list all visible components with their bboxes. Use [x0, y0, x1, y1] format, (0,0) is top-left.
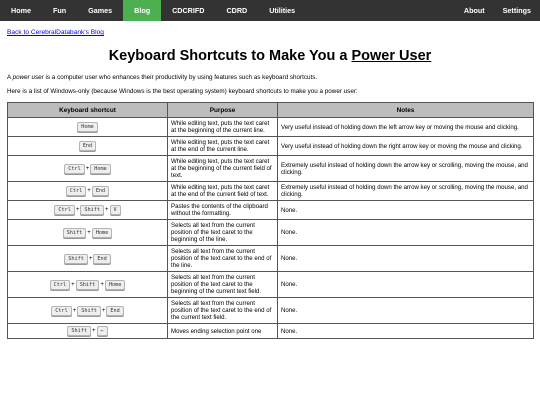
table-header-row: [8, 103, 534, 118]
nav-games[interactable]: Games: [88, 6, 113, 15]
shortcut-cell: [8, 220, 168, 246]
key-cap: Ctrl: [64, 164, 85, 174]
shortcut-cell: [8, 272, 168, 298]
intro-paragraph: [7, 74, 533, 82]
key-cap: Shift: [64, 254, 88, 264]
notes-cell: Very useful instead of holding down the left arrow key or moving the mouse and clicking.: [278, 118, 534, 137]
plus-sign: +: [100, 281, 104, 288]
purpose-cell: Moves ending selection point one: [168, 324, 278, 339]
purpose-cell: Selects all text from the current position of the text caret to the end of the current text field.: [168, 298, 278, 324]
nav-about[interactable]: About: [463, 6, 485, 15]
notes-cell: None.: [278, 272, 534, 298]
page-title: [7, 48, 533, 64]
intro-term: power user: [12, 74, 44, 81]
nav-fun[interactable]: Fun: [52, 6, 67, 15]
plus-sign: +: [71, 281, 75, 288]
key-cap: Home: [77, 122, 98, 132]
nav-left-group: [0, 0, 306, 21]
page-title-prefix: Keyboard Shortcuts to Make You a: [108, 48, 352, 64]
plus-sign: +: [91, 328, 96, 334]
table-row: [8, 324, 534, 339]
table-row: [8, 272, 534, 298]
purpose-cell: Selects all text from the current position of the text caret to the beginning of the line.: [168, 220, 278, 246]
nav-right-group: [455, 0, 540, 21]
nav-cdcrifd[interactable]: CDCRIFD: [172, 6, 205, 15]
notes-cell: Very useful instead of holding down the right arrow key or moving the mouse and clicking.: [278, 137, 534, 156]
key-cap: Shift: [67, 326, 91, 336]
key-cap: Ctrl: [66, 186, 87, 196]
shortcut-cell: [8, 298, 168, 324]
key-cap: V: [110, 205, 121, 215]
purpose-cell: Selects all text from the current position of the text caret to the beginning of the current text field.: [168, 272, 278, 298]
key-cap: End: [93, 254, 110, 264]
key-cap: Shift: [76, 280, 100, 290]
table-row: [8, 118, 534, 137]
plus-sign: +: [88, 255, 93, 262]
notes-cell: Extremely useful instead of holding down the arrow key or scrolling, moving the mouse, and clicking.: [278, 182, 534, 201]
plus-sign: +: [105, 207, 109, 213]
key-cap: Home: [90, 164, 111, 174]
key-cap: ←: [97, 326, 108, 336]
intro-paragraph-2: Here is a list of Windows-only (because Windows is the best operating system) keyboard shortcuts to make you a power user:: [7, 88, 358, 95]
key-cap: Shift: [80, 205, 104, 215]
key-cap: End: [79, 141, 96, 151]
notes-cell: None.: [278, 324, 534, 339]
nav-utilities[interactable]: Utilities: [269, 6, 296, 15]
header-keyboard-shortcut: Keyboard shortcut: [8, 103, 168, 118]
purpose-cell: While editing text, puts the text caret at the beginning of the current line.: [168, 118, 278, 137]
notes-cell: None.: [278, 298, 534, 324]
notes-cell: Extremely useful instead of holding down the arrow key or scrolling, moving the mouse, and clicking.: [278, 156, 534, 182]
top-navigation-bar: [0, 0, 540, 21]
shortcut-cell: [8, 246, 168, 272]
notes-cell: None.: [278, 201, 534, 220]
shortcut-cell: [8, 156, 168, 182]
table-row: [8, 201, 534, 220]
intro-text-b: is a computer user who enhances their productivity by using features such as keyboard shortcuts.: [43, 74, 318, 81]
key-cap: End: [92, 186, 109, 196]
table-body: [8, 118, 534, 339]
nav-cdrd[interactable]: CDRD: [226, 6, 248, 15]
shortcuts-table: [7, 102, 534, 339]
table-row: [8, 137, 534, 156]
key-cap: Ctrl: [51, 306, 72, 316]
main-content: [0, 21, 540, 339]
key-cap: Shift: [63, 228, 87, 238]
notes-cell: None.: [278, 246, 534, 272]
plus-sign: +: [101, 307, 106, 314]
shortcut-cell: [8, 201, 168, 220]
table-row: [8, 220, 534, 246]
plus-sign: +: [87, 188, 91, 194]
plus-sign: +: [75, 207, 80, 213]
shortcut-cell: [8, 182, 168, 201]
purpose-cell: While editing text, puts the text caret at the beginning of the current field of text.: [168, 156, 278, 182]
notes-cell: None.: [278, 220, 534, 246]
shortcut-cell: [8, 324, 168, 339]
purpose-cell: Selects all text from the current position of the text caret to the end of the line.: [168, 246, 278, 272]
key-cap: Ctrl: [54, 205, 75, 215]
plus-sign: +: [85, 165, 90, 172]
table-row: [8, 246, 534, 272]
table-row: [8, 298, 534, 324]
page-title-emphasis: Power User: [351, 48, 432, 64]
purpose-cell: Pastes the contents of the clipboard without the formatting.: [168, 201, 278, 220]
key-cap: Home: [105, 280, 126, 290]
purpose-cell: While editing text, puts the text caret at the end of the current line.: [168, 137, 278, 156]
nav-blog[interactable]: Blog: [123, 0, 161, 21]
plus-sign: +: [72, 307, 77, 314]
key-cap: End: [106, 306, 123, 316]
header-purpose: Purpose: [168, 103, 278, 118]
plus-sign: +: [87, 229, 91, 236]
intro-text-a: A: [7, 74, 13, 81]
nav-settings[interactable]: Settings: [502, 6, 531, 15]
key-cap: Shift: [77, 306, 101, 316]
shortcut-cell: [8, 137, 168, 156]
header-notes: Notes: [278, 103, 534, 118]
key-cap: Home: [92, 228, 113, 238]
key-cap: Ctrl: [50, 280, 71, 290]
shortcut-cell: [8, 118, 168, 137]
nav-home[interactable]: Home: [11, 6, 31, 15]
table-row: [8, 182, 534, 201]
purpose-cell: While editing text, puts the text caret at the end of the current field of text.: [168, 182, 278, 201]
back-to-blog-link[interactable]: Back to CerebralDatabank's Blog: [7, 29, 104, 36]
table-row: [8, 156, 534, 182]
